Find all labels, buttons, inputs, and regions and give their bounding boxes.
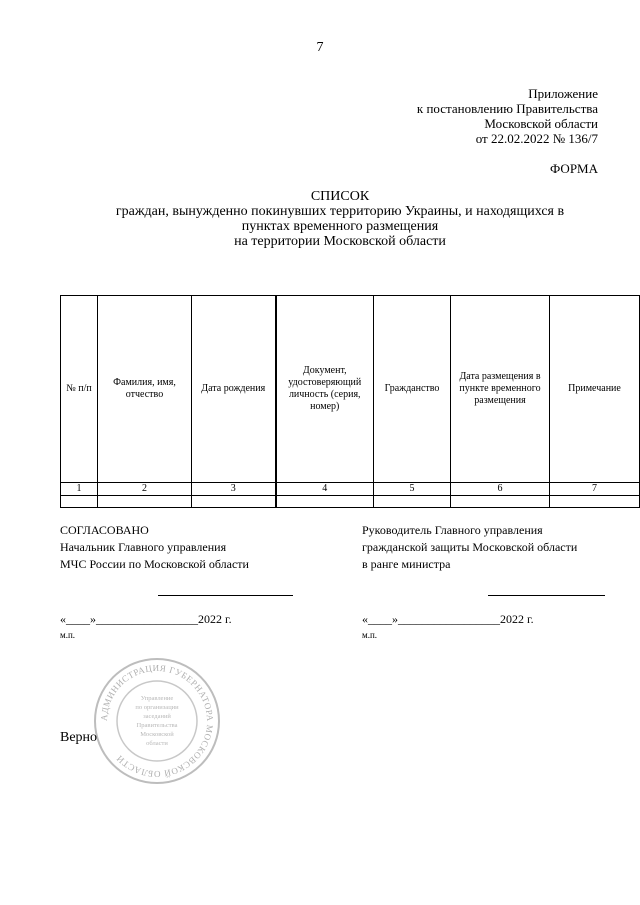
official-stamp: [92, 656, 222, 786]
header-cell: Дата размещения в пункте временного размещения: [451, 296, 550, 483]
number-cell: 3: [192, 483, 276, 496]
title-line: граждан, вынужденно покинувших территорию Украины, и находящихся в: [115, 204, 565, 219]
title-heading: СПИСОК: [310, 189, 370, 204]
stamp-inner-line: Правительства: [136, 722, 178, 729]
empty-cell: [276, 496, 374, 508]
number-cell: 6: [451, 483, 550, 496]
approval-label: СОГЛАСОВАНО: [60, 523, 149, 537]
appendix-line: к постановлению Правительства: [416, 101, 598, 116]
right-signature-block: [362, 522, 577, 573]
number-cell: 1: [61, 483, 98, 496]
number-cell: 7: [550, 483, 640, 496]
stamp-inner-line: Московской: [140, 731, 174, 738]
signatory-title: гражданской защиты Московской области: [362, 540, 578, 554]
header-cell: Фамилия, имя, отчество: [98, 296, 192, 483]
form-label: ФОРМА: [550, 161, 598, 176]
empty-cell: [451, 496, 550, 508]
empty-cell: [374, 496, 451, 508]
left-seal-place: м.п.: [60, 630, 76, 640]
left-signature-line: [158, 595, 293, 596]
page-number: 7: [316, 40, 324, 55]
table-header-row: [61, 296, 640, 483]
stamp-inner-line: Управление: [140, 695, 174, 702]
signatory-title: в ранге министра: [362, 557, 451, 571]
stamp-inner-line: заседаний: [143, 713, 171, 720]
document-title: [40, 189, 640, 249]
number-cell: 2: [98, 483, 192, 496]
number-cell: 4: [276, 483, 374, 496]
header-cell: Документ, удостоверяющий личность (серия, номер): [276, 296, 374, 483]
table-number-row: [61, 483, 640, 496]
empty-cell: [61, 496, 98, 508]
stamp-inner-line: по организации: [135, 704, 179, 711]
stamp-inner-line: области: [146, 740, 168, 747]
right-signature-line: [488, 595, 605, 596]
empty-cell: [192, 496, 276, 508]
signatory-title: Начальник Главного управления: [60, 540, 227, 554]
signatory-title: МЧС России по Московской области: [60, 557, 249, 571]
signatory-title: Руководитель Главного управления: [362, 523, 543, 537]
right-seal-place: м.п.: [362, 630, 378, 640]
right-date-field: «____»_________________2022 г.: [362, 612, 534, 626]
appendix-line: Московской области: [484, 116, 598, 131]
header-cell: Примечание: [550, 296, 640, 483]
header-cell: Гражданство: [374, 296, 451, 483]
header-cell: Дата рождения: [192, 296, 276, 483]
table-row: [61, 496, 640, 508]
number-cell: 5: [374, 483, 451, 496]
verno-label: Верно: [60, 730, 98, 745]
appendix-block: [417, 86, 598, 146]
left-date-field: «____»_________________2022 г.: [60, 612, 232, 626]
empty-cell: [98, 496, 192, 508]
appendix-line: Приложение: [528, 86, 598, 101]
title-line: на территории Московской области: [234, 234, 446, 249]
header-cell: № п/п: [61, 296, 98, 483]
appendix-date-number: от 22.02.2022 № 136/7: [475, 131, 598, 146]
stamp-ring-text: АДМИНИСТРАЦИЯ ГУБЕРНАТОРА МОСКОВСКОЙ ОБЛАСТИ: [98, 662, 216, 780]
left-signature-block: [60, 522, 249, 573]
title-line: пунктах временного размещения: [241, 219, 439, 234]
empty-cell: [550, 496, 640, 508]
citizens-list-table: [60, 295, 640, 508]
